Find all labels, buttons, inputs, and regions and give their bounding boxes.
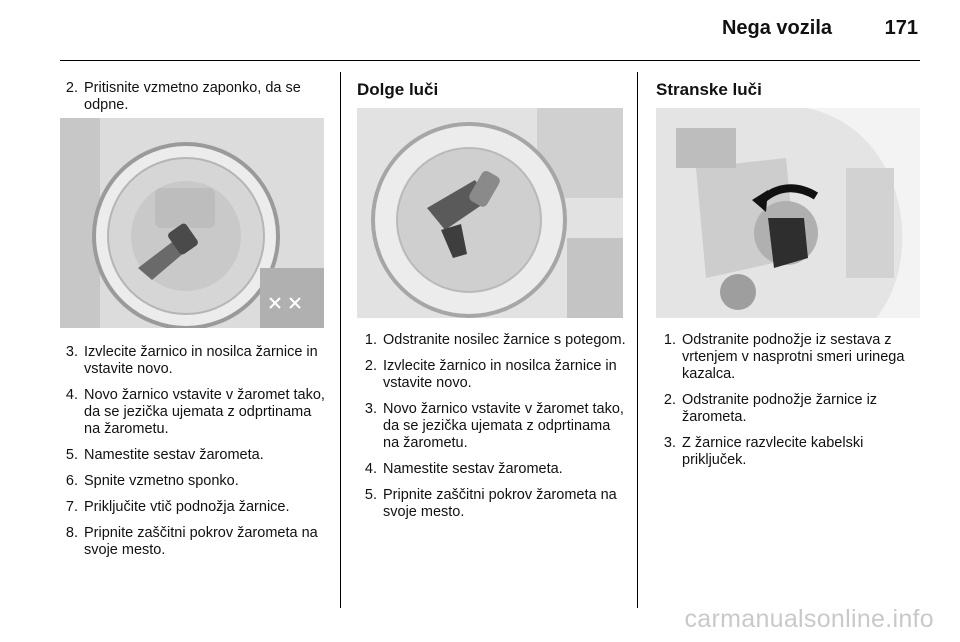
list-item — [58, 387, 330, 438]
step-text: Odstranite podnožje žarnice iz žarometa. — [682, 392, 878, 425]
headlamp-bulb-photo — [60, 118, 324, 328]
step-number: 2. — [663, 392, 676, 408]
list-item — [656, 435, 922, 469]
list-item — [58, 447, 330, 464]
list-item — [656, 332, 922, 383]
step-text: Z žarnice razvlecite kabelski priključek. — [682, 435, 864, 468]
step-number: 7. — [65, 499, 78, 515]
column-divider — [637, 72, 638, 608]
step-text: Pripnite zaščitni pokrov žarometa na svoje mesto. — [84, 525, 318, 558]
step-text: Novo žarnico vstavite v žaromet tako, da se jezička ujemata z odprtinama na žarometu. — [84, 387, 325, 437]
list-item — [357, 332, 627, 349]
header-divider — [60, 60, 920, 61]
step-text: Izvlecite žarnico in nosilca žarnice in vstavite novo. — [84, 344, 318, 377]
list-item — [357, 461, 627, 478]
step-number: 1. — [364, 332, 377, 348]
middle-column-heading-wrap — [357, 80, 627, 100]
step-number: 4. — [65, 387, 78, 403]
step-number: 1. — [663, 332, 676, 348]
step-number: 8. — [65, 525, 78, 541]
step-number: 3. — [364, 401, 377, 417]
right-column-heading-wrap — [656, 80, 922, 100]
step-number: 5. — [364, 487, 377, 503]
page-header-title: Nega vozila — [721, 17, 832, 39]
step-text: Pripnite zaščitni pokrov žarometa na svoje mesto. — [383, 487, 617, 520]
column-divider — [340, 72, 341, 608]
list-item — [58, 525, 330, 559]
step-text: Namestite sestav žarometa. — [383, 461, 563, 477]
list-item — [357, 358, 627, 392]
step-text: Odstranite nosilec žarnice s potegom. — [383, 332, 626, 348]
step-text: Izvlecite žarnico in nosilca žarnice in vstavite novo. — [383, 358, 617, 391]
watermark: carmanualsonline.info — [684, 605, 934, 633]
step-number: 3. — [663, 435, 676, 451]
list-item — [656, 392, 922, 426]
section-heading-side-lights: Stranske luči — [656, 80, 762, 99]
right-column-steps — [656, 332, 922, 478]
left-column-intro — [58, 80, 330, 123]
step-number: 3. — [65, 344, 78, 360]
step-text: Odstranite podnožje iz sestava z vrtenjem v nasprotni smeri urinega kazalca. — [682, 332, 905, 382]
step-text: Namestite sestav žarometa. — [84, 447, 264, 463]
step-number: 4. — [364, 461, 377, 477]
left-column-steps — [58, 344, 330, 568]
page-number: 171 — [884, 17, 918, 39]
step-text: Priključite vtič podnožja žarnice. — [84, 499, 290, 515]
step-number: 2. — [364, 358, 377, 374]
list-item — [58, 499, 330, 516]
list-item — [357, 401, 627, 452]
step-number: 6. — [65, 473, 78, 489]
high-beam-bulb-photo — [357, 108, 623, 318]
list-item — [58, 344, 330, 378]
step-number: 2. — [65, 80, 78, 96]
side-light-bulb-photo — [656, 108, 920, 318]
step-number: 5. — [65, 447, 78, 463]
step-text: Spnite vzmetno sponko. — [84, 473, 239, 489]
section-heading-high-beam: Dolge luči — [357, 80, 439, 99]
step-text: Novo žarnico vstavite v žaromet tako, da se jezička ujemata z odprtinama na žarometu. — [383, 401, 624, 451]
step-text: Pritisnite vzmetno zaponko, da se odpne. — [84, 80, 301, 113]
list-item — [357, 487, 627, 521]
middle-column-steps — [357, 332, 627, 530]
list-item — [58, 473, 330, 490]
list-item — [58, 80, 330, 114]
